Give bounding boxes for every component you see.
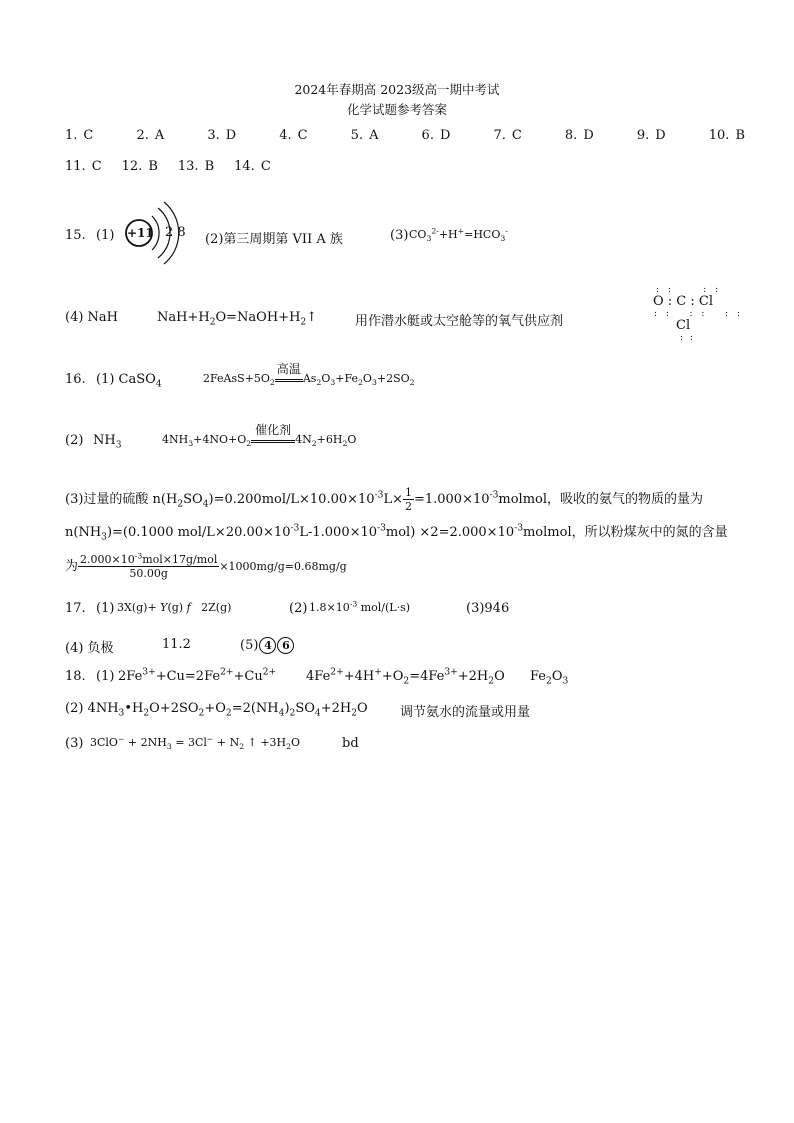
question-number: 14. <box>234 159 255 174</box>
answer-letter: C <box>297 128 308 143</box>
q16-part1-text: (1) CaSO <box>96 372 156 387</box>
circled-answer-4: 4 <box>259 637 276 654</box>
lewis-row-1: O : C : Cl <box>653 294 713 309</box>
answer-letter: D <box>655 128 666 143</box>
q17-part3: (3)946 <box>466 601 510 616</box>
question-number: 10. <box>708 128 730 143</box>
q16-part1: (1) CaSO$_4$ <box>96 372 162 390</box>
q15-part3-label: (3) <box>390 228 409 243</box>
q16-part3-line1: (3)过量的硫酸 $n(H_2SO_4)=0.200mol/L\times 10.00\times 10^{-3}L\times$ $\frac{1}{2}$ $=1.000\times 10^{-3}molmol$，吸收的氨气的物质的量为 <box>65 486 703 513</box>
q16-part3-line2: $n(NH_3)=(0.1000$ mol/$L\times 20.00\times 10^{-3}L-1.000\times 10^{-3}mol$) $\times 2=2.000\times 10^{-3}molmol$，所以粉煤灰中的氮的含量 <box>65 523 728 543</box>
q18-part2-equation: (2) $4NH_3•H_2O+2SO_2+O_2=2(NH_4)_2SO_4+2H_2O$ <box>65 701 368 719</box>
q18-part1-equation-b: $4Fe^{2+}+4H^++O_2=4Fe^{3+}+2H_2O$ <box>306 667 505 687</box>
mc-answer-11 <box>65 159 102 174</box>
answer-letter: A <box>154 128 165 143</box>
answer-letter: C <box>511 128 522 143</box>
q17-part1-equation: 3X(g)+ Y(g) f 2Z(g) <box>117 601 232 614</box>
q15-part1: (1) <box>96 228 115 243</box>
condition-high-temp: 高温 <box>276 362 301 376</box>
q18-part3-equation: $3ClO^- + 2NH_3 = 3Cl^- + N_2$ ↑ $+3H_2O$ <box>90 734 301 752</box>
fraction-denominator: 50.00g <box>129 567 168 580</box>
q17-part4-value: 11.2 <box>162 637 191 652</box>
question-number: 8. <box>564 128 578 143</box>
mc-row-2 <box>65 159 271 174</box>
answer-letter: B <box>204 159 215 174</box>
exam-subtitle: 化学试题参考答案 <box>346 102 447 117</box>
lewis-dots-top: : : : : <box>656 285 722 295</box>
mc-answer-6 <box>422 128 451 143</box>
q17-part2-label: (2) <box>289 601 308 616</box>
q18-part1-answer-text: Fe <box>530 669 547 684</box>
q17-part5-label: (5) <box>240 638 259 653</box>
q18-part3-answer: bd <box>342 736 359 751</box>
answer-letter: C <box>91 159 102 174</box>
sodium-atom-structure-diagram <box>122 195 192 271</box>
question-number: 12. <box>121 159 143 174</box>
q17-part5 <box>240 637 294 654</box>
question-number: 4. <box>279 128 292 143</box>
q18-part1-equation-a: $2Fe^{3+}+Cu=2Fe^{2+}+Cu^{2+}$ <box>118 667 277 684</box>
q16-part2-equation: $4NH_3+4NO+O_2$ 催化剂 $4N_2+6H_2O$ <box>162 423 357 449</box>
mc-answer-2 <box>136 128 164 143</box>
answer-letter: A <box>369 128 379 143</box>
nucleus-charge: +11 <box>127 226 154 240</box>
question-number: 7. <box>493 128 506 143</box>
q17-part1-label: (1) <box>96 601 115 616</box>
answer-letter: C <box>260 159 271 174</box>
q16-label: 16. <box>65 372 86 387</box>
lewis-row-2: Cl <box>676 318 691 333</box>
q18-part1-label: (1) <box>96 669 115 684</box>
question-number: 1. <box>65 128 78 143</box>
mc-answer-9 <box>637 128 666 143</box>
q15-part4-use: 用作潜水艇或太空舱等的氧气供应剂 <box>355 314 564 329</box>
circled-answer-6: 6 <box>277 637 294 654</box>
q15-part4-equation: $NaH+H_2O=NaOH+H_2↑$ <box>157 310 318 328</box>
q17-label: 17. <box>65 601 86 616</box>
mc-answer-8 <box>565 128 594 143</box>
question-number: 5. <box>350 128 364 143</box>
lewis-dots-mid: : : : : : : <box>654 309 743 319</box>
mc-answer-12 <box>122 159 158 174</box>
mc-answer-14 <box>234 159 271 174</box>
lewis-dots-bottom: : : <box>680 333 695 343</box>
q16-part3-l1-pre: (3)过量的硫酸 n(H <box>65 492 178 507</box>
q18-part2-use: 调节氨水的流量或用量 <box>400 705 531 720</box>
answer-letter: D <box>439 128 451 143</box>
mc-answer-4 <box>279 128 307 143</box>
answer-letter: D <box>583 128 594 143</box>
q16-part2-label: (2) <box>65 433 84 448</box>
question-number: 13. <box>177 159 199 174</box>
mc-answer-3 <box>207 128 236 143</box>
electron-shells: 2 8 <box>165 225 186 240</box>
answer-letter: D <box>225 128 237 143</box>
mc-answer-7 <box>493 128 521 143</box>
question-number: 2. <box>136 128 149 143</box>
question-number: 11. <box>65 159 86 174</box>
mc-answer-5 <box>351 128 379 143</box>
condition-catalyst: 催化剂 <box>255 423 292 437</box>
q18-label: 18. <box>65 669 86 684</box>
q18-part3-label: (3) <box>65 736 84 751</box>
q15-part4: (4) NaH <box>65 310 119 325</box>
answer-letter: B <box>148 159 158 174</box>
answer-letter: B <box>735 128 745 143</box>
answer-letter: C <box>83 128 94 143</box>
question-number: 9. <box>636 128 650 143</box>
mc-answer-1 <box>65 128 93 143</box>
q16-part3-line3: 为 $\frac{2.000\times 10^{-3}mol\times 17g/mol}{50.00g}$ ×1000mg/g=0.68mg/g <box>65 551 347 580</box>
mc-row-1 <box>65 128 745 143</box>
question-number: 6. <box>421 128 434 143</box>
lewis-structure-cocl2 <box>648 285 743 345</box>
q16-part3-l3-pre: 为 <box>65 559 79 574</box>
q15-label: 15. <box>65 228 86 243</box>
mc-answer-13 <box>178 159 214 174</box>
exam-title: 2024年春期高 2023级高一期中考试 <box>294 82 500 97</box>
q16-part3-l2-post: mol，所以粉煤灰中的氮的含量 <box>547 525 728 540</box>
q18-part1-answer: $Fe_2O_3$ <box>530 669 569 687</box>
q16-part1-equation: $2FeAsS+5O_2$ 高温 $As_2O_3+Fe_2O_3+2SO_2$ <box>203 362 415 388</box>
question-number: 3. <box>207 128 220 143</box>
q16-part3-l3-post: ×1000mg/g=0.68mg/g <box>219 560 347 573</box>
q15-part3-equation: $CO_3^{2-}+H^+=HCO_3^-$ <box>409 226 508 244</box>
mc-answer-10 <box>709 128 745 143</box>
q15-part2: (2)第三周期第 VII A 族 <box>205 232 343 247</box>
q17-part4: (4) 负极 <box>65 641 114 656</box>
q16-part2-answer: $NH_3$ <box>93 433 122 451</box>
q16-part3-l1-post: mol，吸收的氨气的物质的量为 <box>522 492 703 507</box>
q17-part2-answer: $1.8\times 10^{-3}$ mol/(L·s) <box>309 599 411 614</box>
